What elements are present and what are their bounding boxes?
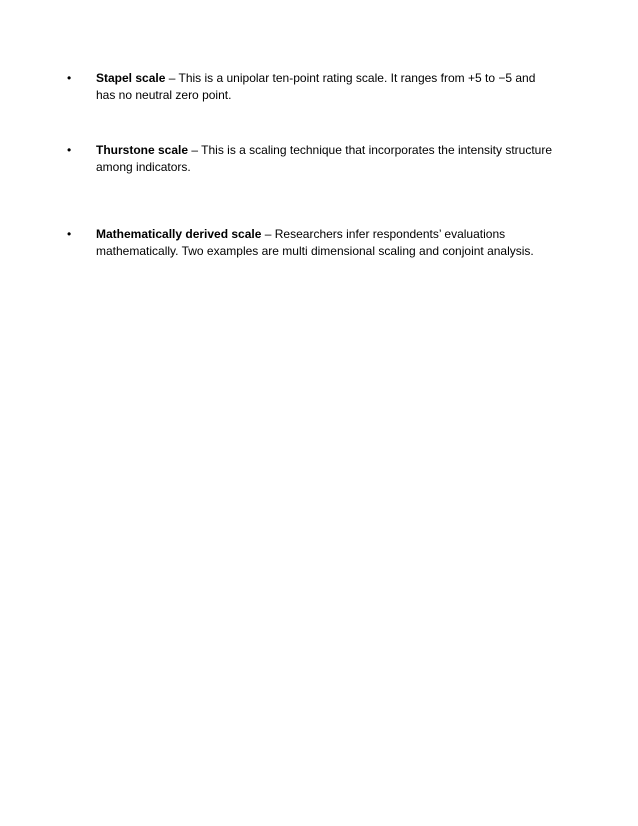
- list-item-text: [96, 142, 557, 176]
- term-description: – This is a unipolar ten-point rating scale. It ranges from +5 to −5 and has no neutral zero point.: [96, 71, 536, 102]
- term-description: – This is a scaling technique that incorporates the intensity structure among indicators.: [96, 143, 553, 174]
- term-label: Mathematically derived scale: [96, 227, 262, 241]
- list-item-text: [96, 226, 557, 260]
- term-description: – Researchers infer respondents’ evaluations mathematically. Two examples are multi dimensional scaling and conjoint analysis.: [96, 227, 534, 258]
- bullet-icon: •: [67, 71, 72, 85]
- bullet-icon: •: [67, 143, 72, 157]
- term-label: Thurstone scale: [96, 143, 189, 157]
- list-item-text: [96, 70, 557, 104]
- term-label: Stapel scale: [96, 71, 166, 85]
- bullet-icon: •: [67, 227, 72, 241]
